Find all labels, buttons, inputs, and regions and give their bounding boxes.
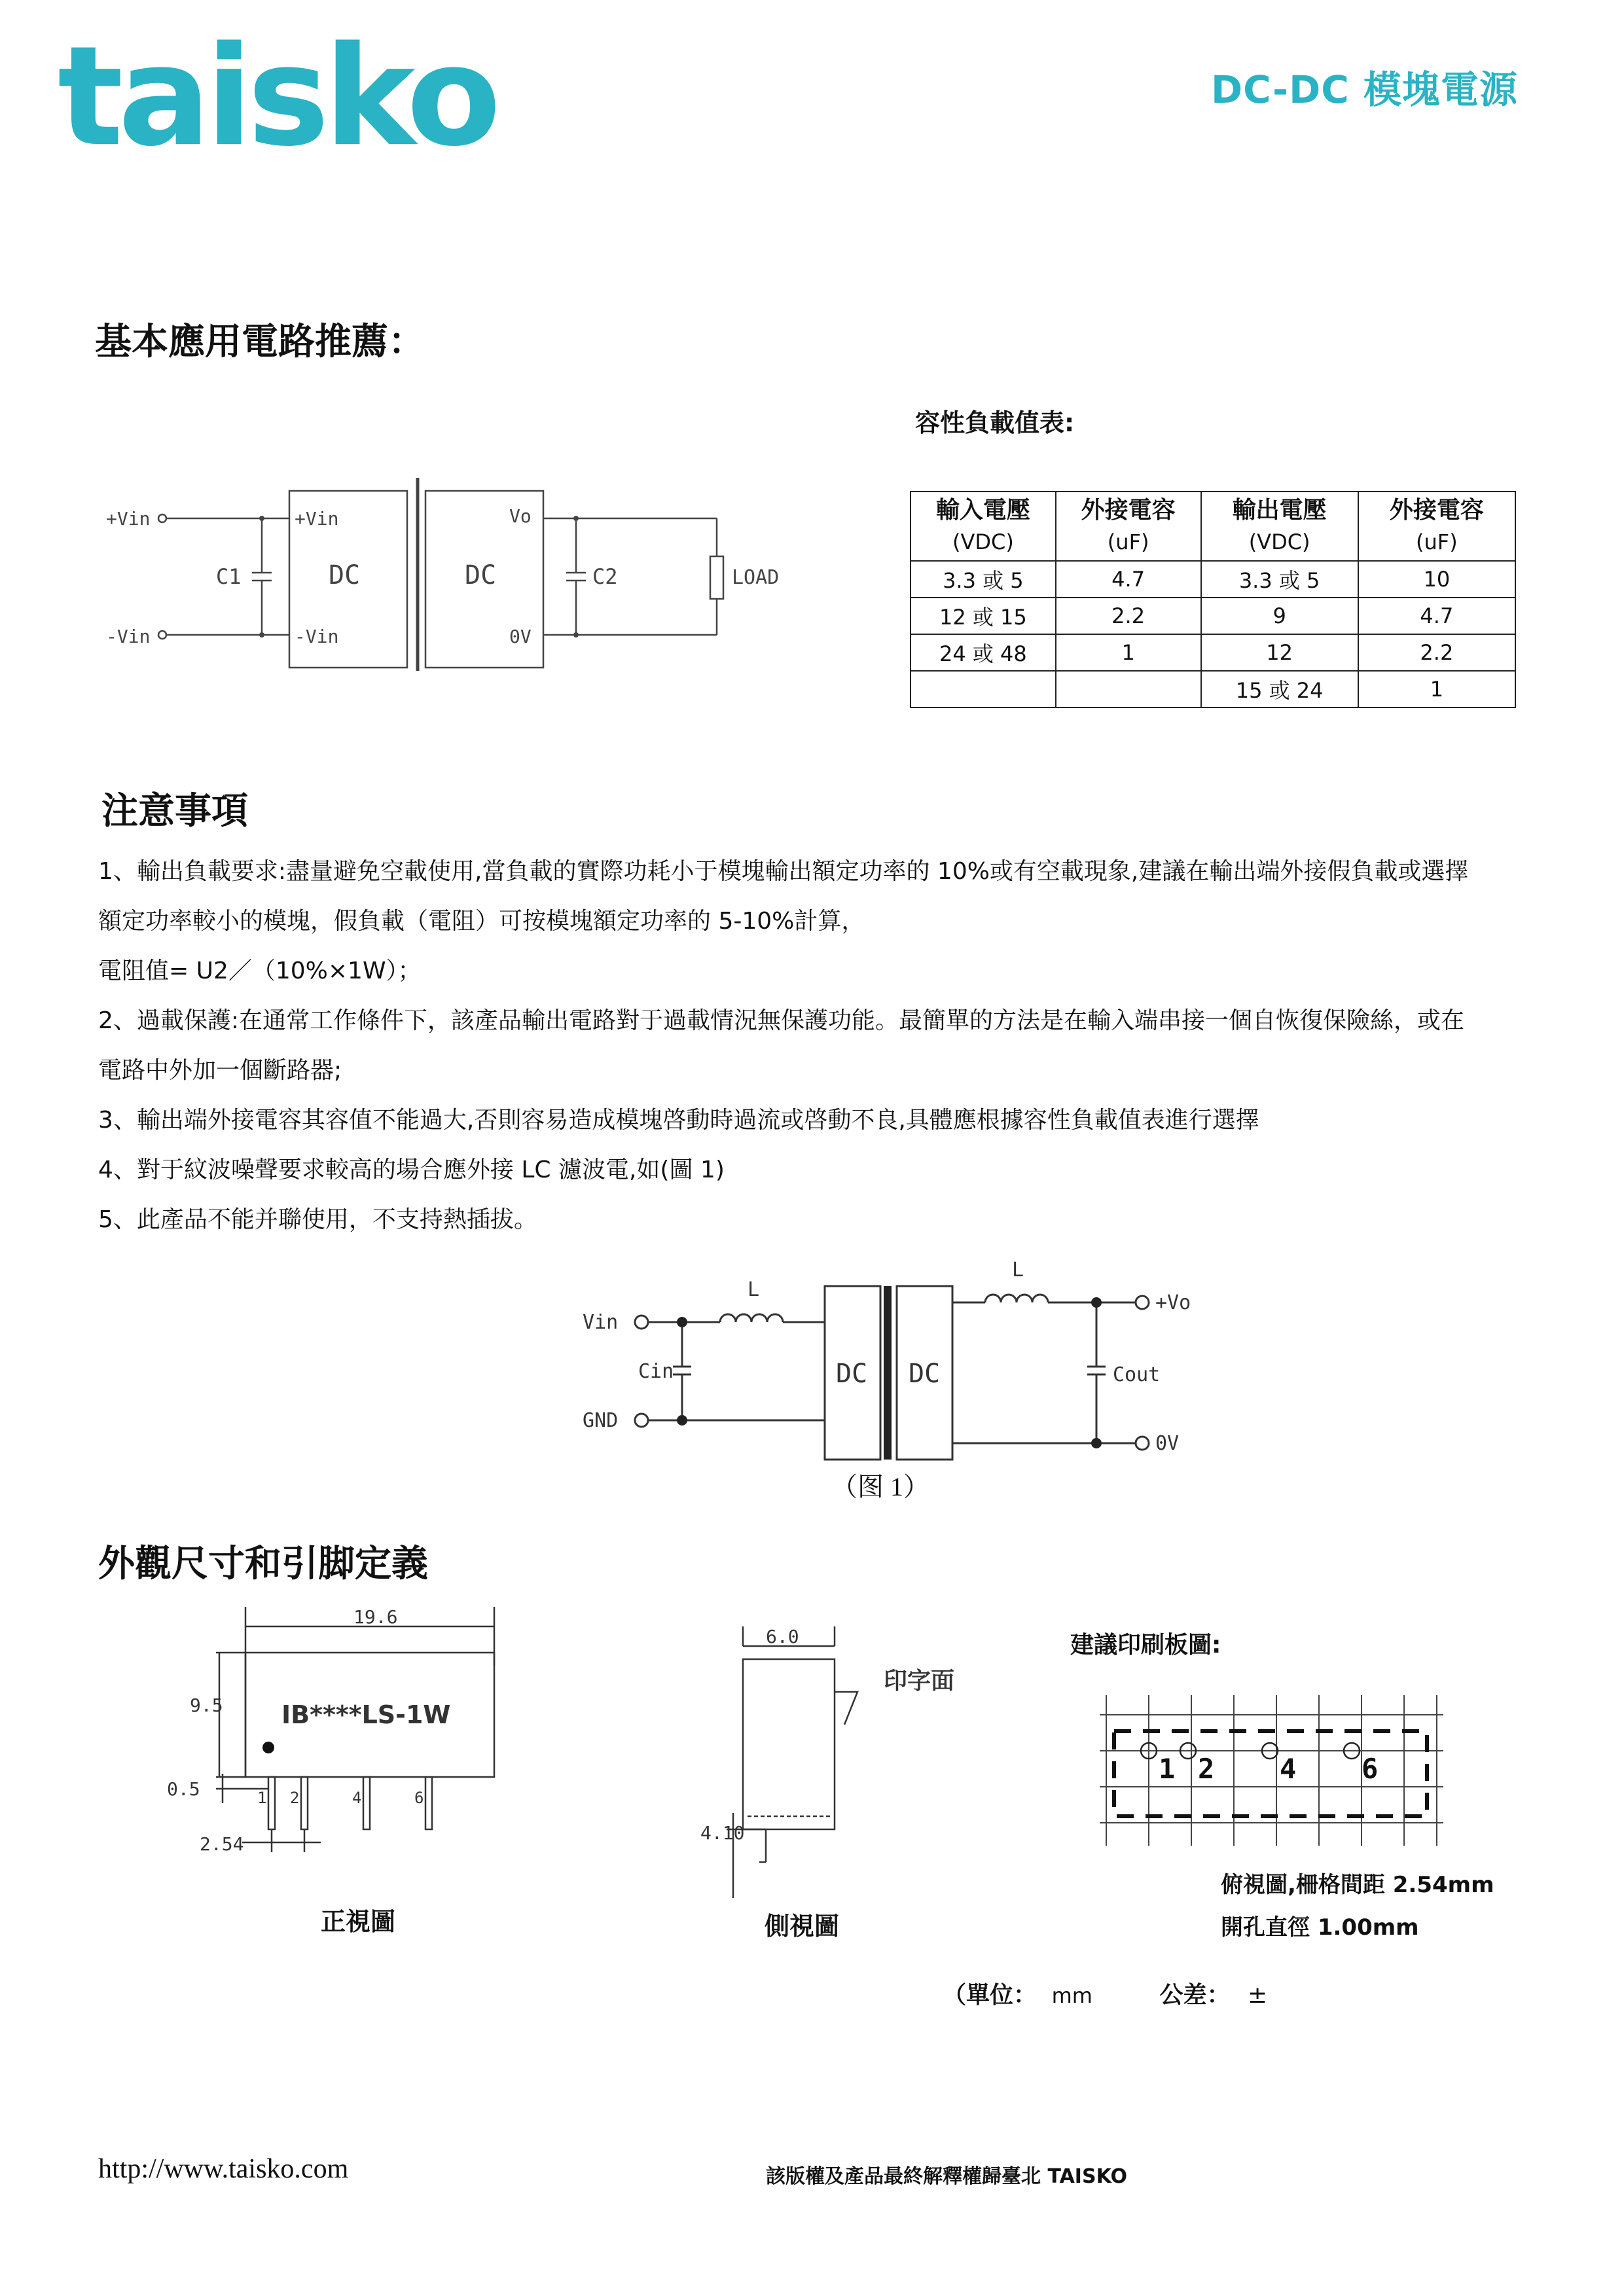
fig1-l-out-label: L — [1012, 1259, 1024, 1282]
fig1-dc-left: DC — [836, 1359, 868, 1389]
pcb-note-hole: 開孔直徑 1.00mm — [1221, 1914, 1419, 1941]
header-output-cap: 外接電容 (uF) — [1358, 492, 1515, 561]
front-pin-1: 1 — [257, 1789, 267, 1807]
label-dc-right: DC — [465, 560, 497, 590]
units-line — [943, 1977, 1267, 2010]
capacitive-load-table — [910, 491, 1516, 708]
cap-table-title: 容性負載值表: — [915, 408, 1075, 437]
fig1-l-in-label: L — [748, 1278, 760, 1301]
front-offset-label: 0.5 — [167, 1778, 200, 1800]
pcb-pin-6: 6 — [1362, 1753, 1379, 1785]
front-height-label: 9.5 — [190, 1695, 223, 1716]
taisko-logo — [58, 16, 496, 177]
side-thickness-label: 6.0 — [766, 1626, 799, 1647]
notes-title: 注意事項 — [101, 790, 248, 833]
note-line-1: 1、輸出負載要求:盡量避免空載使用,當負載的實際功耗小于模塊輸出額定功率的 10%或有空載現象,建議在輸出端外接假負載或選擇 — [98, 858, 1469, 885]
table-row: 24 或 48 1 12 2.2 — [911, 634, 1515, 671]
table-row: 12 或 15 2.2 9 4.7 — [911, 598, 1515, 634]
front-width-label: 19.6 — [353, 1606, 398, 1628]
circuit-section-title: 基本應用電路推薦： — [95, 321, 425, 363]
front-pin-6: 6 — [414, 1789, 424, 1807]
label-c2: C2 — [592, 564, 618, 589]
document-title: DC-DC 模塊電源 — [1211, 67, 1519, 112]
print-face-label: 印字面 — [884, 1668, 955, 1695]
table-row: 15 或 24 1 — [911, 671, 1515, 708]
front-view-caption: 正視圖 — [321, 1907, 396, 1936]
fig1-gnd-label: GND — [583, 1409, 619, 1432]
fig1-vo-label: +Vo — [1155, 1291, 1191, 1314]
label-load: LOAD — [732, 566, 780, 589]
tolerance-value: ± — [1248, 1982, 1268, 2009]
fig1-dc-right: DC — [909, 1359, 941, 1389]
fig1-cin-label: Cin — [638, 1360, 674, 1383]
note-line-8: 5、此產品不能并聯使用，不支持熱插拔。 — [98, 1206, 537, 1233]
footer-url[interactable]: http://www.taisko.com — [98, 2154, 349, 2184]
table-header-row — [911, 492, 1515, 561]
note-line-5: 電路中外加一個斷路器; — [98, 1057, 342, 1084]
note-line-7: 4、對于紋波噪聲要求較高的場合應外接 LC 濾波電,如(圖 1) — [98, 1157, 725, 1183]
unit-value: mm — [1051, 1983, 1092, 2008]
label-module-vin-neg: -Vin — [295, 626, 339, 647]
header-input-cap: 外接電容 (uF) — [1056, 492, 1201, 561]
note-line-2: 額定功率較小的模塊，假負載（電阻）可按模塊額定功率的 5-10%計算， — [98, 908, 865, 935]
basic-application-circuit — [98, 471, 792, 681]
part-marking: IB****LS-1W — [281, 1700, 451, 1729]
front-pitch-label: 2.54 — [200, 1833, 244, 1855]
label-0v: 0V — [509, 626, 532, 647]
side-pin-length-label: 4.10 — [700, 1822, 745, 1844]
label-vo: Vo — [509, 505, 532, 527]
table-row: 3.3 或 5 4.7 3.3 或 5 10 — [911, 561, 1515, 598]
header-input-voltage: 輸入電壓 (VDC) — [911, 492, 1056, 561]
dimensions-title: 外觀尺寸和引脚定義 — [98, 1543, 428, 1585]
fig1-0v-label: 0V — [1155, 1432, 1180, 1455]
fig1-vin-label: Vin — [583, 1311, 619, 1334]
lc-filter-circuit — [576, 1257, 1231, 1473]
label-module-vin-pos: +Vin — [295, 508, 339, 529]
logo-text: taisko — [58, 16, 496, 177]
front-pin-4: 4 — [352, 1789, 362, 1807]
note-line-3: 電阻值= U2／（10%×1W）； — [98, 958, 422, 984]
pcb-title: 建議印刷板圖: — [1070, 1632, 1221, 1659]
tolerance-label: 公差： — [1159, 1982, 1231, 2009]
front-pin-2: 2 — [290, 1789, 300, 1807]
label-vin-pos: +Vin — [106, 508, 151, 529]
unit-label: （單位： — [943, 1982, 1038, 2009]
label-dc-left: DC — [329, 560, 361, 590]
header-output-voltage: 輸出電壓 (VDC) — [1201, 492, 1358, 561]
footer-copyright: 該版權及產品最終解釋權歸臺北 TAISKO — [766, 2165, 1127, 2188]
pcb-note-grid: 俯視圖,柵格間距 2.54mm — [1221, 1872, 1494, 1898]
note-line-6: 3、輸出端外接電容其容值不能過大,否則容易造成模塊啓動時過流或啓動不良,具體應根據容性負載值表進行選擇 — [98, 1107, 1259, 1134]
label-c1: C1 — [216, 564, 242, 589]
pcb-pin-1: 1 — [1159, 1753, 1176, 1785]
front-view-drawing — [164, 1607, 530, 1869]
pcb-layout-drawing — [1087, 1682, 1453, 1859]
side-view-caption: 側視圖 — [765, 1912, 840, 1941]
pcb-pin-2: 2 — [1198, 1753, 1215, 1785]
label-vin-neg: -Vin — [106, 626, 151, 647]
figure1-caption: （图 1） — [831, 1472, 929, 1501]
note-line-4: 2、過載保護:在通常工作條件下，該產品輸出電路對于過載情況無保護功能。最簡單的方法是在輸入端串接一個自恢復保險絲，或在 — [98, 1007, 1465, 1034]
pcb-pin-4: 4 — [1280, 1753, 1297, 1785]
side-view-drawing — [694, 1626, 982, 1901]
fig1-cout-label: Cout — [1113, 1363, 1161, 1386]
